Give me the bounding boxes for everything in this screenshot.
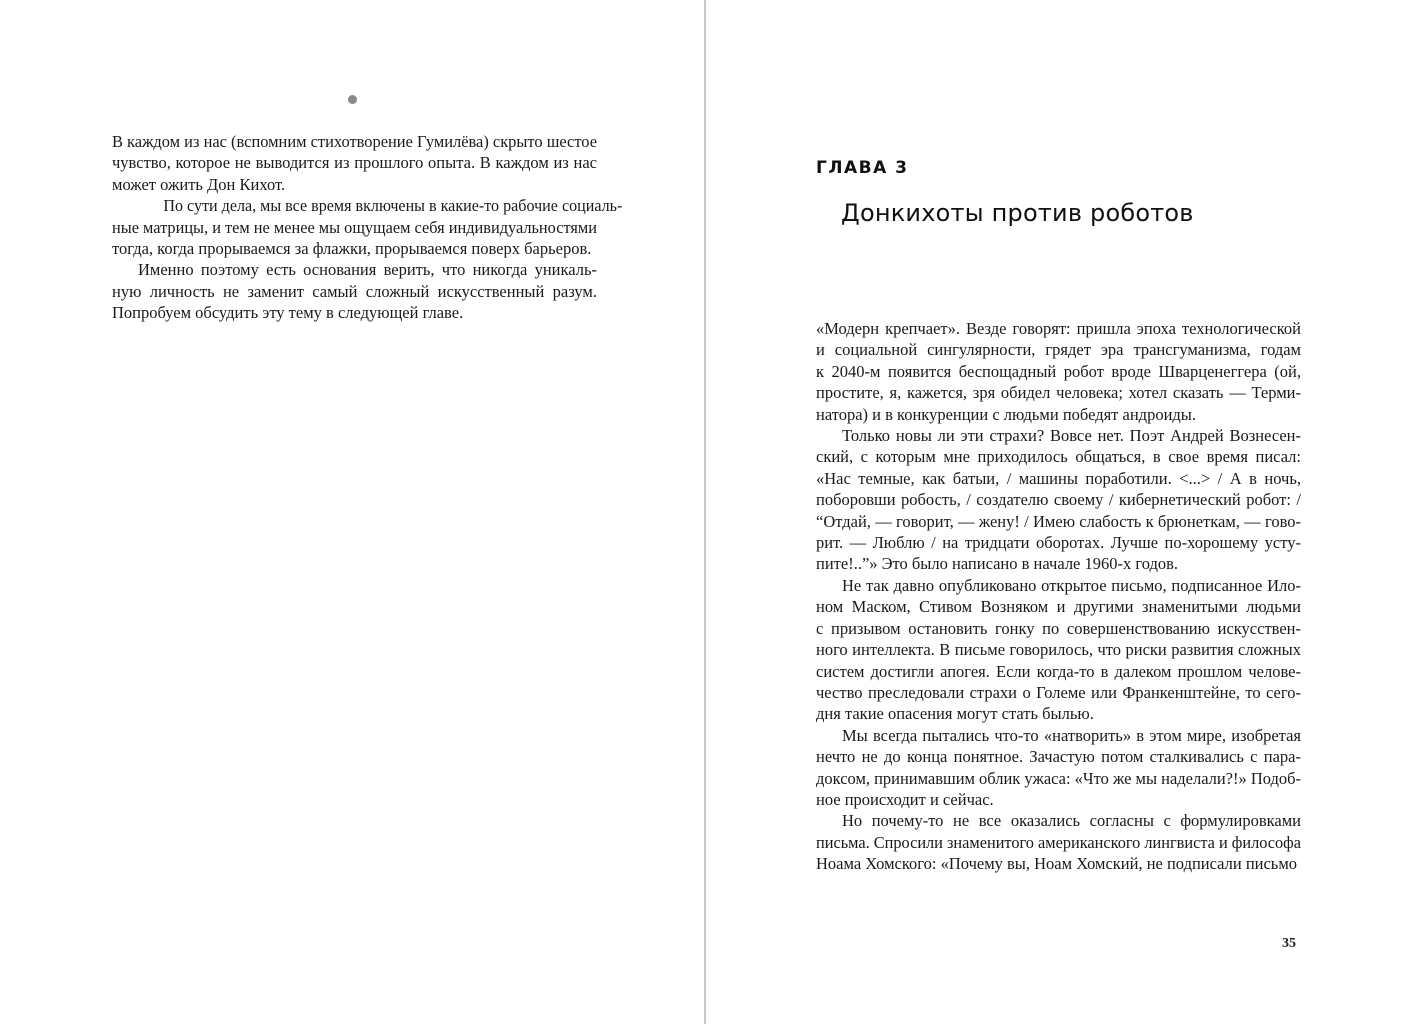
- ornament-dot: [348, 95, 357, 104]
- chapter-title: Донкихоты против роботов: [841, 199, 1194, 227]
- page-number: 35: [1282, 936, 1296, 951]
- text-line: Именно поэтому есть основания верить, что никогда уникаль-: [138, 260, 597, 280]
- text-line: тогда, когда прорываемся за флажки, прорываемся поверх барьеров.: [112, 239, 592, 259]
- text-line: В каждом из нас (вспомним стихотворение Гумилёва) скрыто шестое: [112, 132, 597, 151]
- text-line: с призывом остановить гонку по совершенствованию искусствен-: [816, 618, 1301, 638]
- right-page-text: [816, 318, 1301, 875]
- text-line: простите, я, кажется, зря обидел человека; хотел сказать — Терми-: [816, 383, 1301, 403]
- text-line: ное происходит и сейчас.: [816, 789, 994, 809]
- text-line: ную личность не заменит самый сложный искусственный разум.: [112, 281, 597, 301]
- text-line: натора) и в конкуренции с людьми победят андроиды.: [816, 404, 1196, 424]
- chapter-label: ГЛАВА 3: [816, 158, 909, 178]
- text-line: и социальной сингулярности, грядет эра трансгуманизма, годам: [816, 340, 1301, 360]
- text-line: Мы всегда пытались что-то «натворить» в этом мире, изобретая: [842, 725, 1301, 745]
- text-line: «Нас темные, как батыи, / машины поработили. <...> / А в ночь,: [816, 468, 1301, 488]
- text-line: чество преследовали страхи о Големе или Франкенштейне, то сего-: [816, 682, 1301, 702]
- text-line: ский, с которым мне приходилось общаться, в свое время писал:: [816, 447, 1301, 467]
- text-line: Не так давно опубликовано открытое письмо, подписанное Ило-: [842, 575, 1301, 595]
- text-line: По сути дела, мы все время включены в какие-то рабочие социаль-: [163, 196, 623, 216]
- text-line: может ожить Дон Кихот.: [112, 174, 286, 194]
- text-line: поборовши робость, / создателю своему / кибернетический робот: /: [816, 490, 1301, 510]
- text-line: дня такие опасения могут стать былью.: [816, 704, 1094, 724]
- text-line: систем достигли апогея. Если когда-то в далеком прошлом челове-: [816, 661, 1301, 681]
- text-line: письма. Спросили знаменитого американского лингвиста и философа: [816, 832, 1301, 852]
- text-line: нечто не до конца понятное. Зачастую потом сталкивались с пара-: [816, 747, 1301, 767]
- text-line: чувство, которое не выводится из прошлого опыта. В каждом из нас: [112, 153, 597, 173]
- text-line: ные матрицы, и тем не менее мы ощущаем себя индивидуальностями: [112, 217, 597, 237]
- text-line: рит. — Люблю / на тридцати оборотах. Лучше по-хорошему усту-: [816, 533, 1301, 553]
- text-line: ном Маском, Стивом Возняком и другими знаменитыми людьми: [816, 597, 1301, 617]
- text-line: “Отдай, — говорит, — жену! / Имею слабость к брюнеткам, — гово-: [816, 511, 1301, 531]
- text-line: к 2040-м появится беспощадный робот вроде Шварценеггера (ой,: [816, 361, 1301, 381]
- text-line: «Модерн крепчает». Везде говорят: пришла эпоха технологической: [816, 319, 1301, 338]
- left-page-text: [112, 131, 623, 324]
- text-line: Но почему-то не все оказались согласны с формулировками: [842, 811, 1301, 831]
- text-line: Только новы ли эти страхи? Вовсе нет. Поэт Андрей Вознесен-: [842, 426, 1301, 446]
- text-line: доксом, принимавшим облик ужаса: «Что же мы наделали?!» Подоб-: [816, 768, 1301, 788]
- text-line: Ноама Хомского: «Почему вы, Ноам Хомский, не подписали письмо: [816, 854, 1298, 874]
- text-line: ного интеллекта. В письме говорилось, что риски развития сложных: [816, 640, 1301, 660]
- text-line: пите!..”» Это было написано в начале 1960-х годов.: [816, 554, 1179, 574]
- text-line: Попробуем обсудить эту тему в следующей главе.: [112, 303, 464, 323]
